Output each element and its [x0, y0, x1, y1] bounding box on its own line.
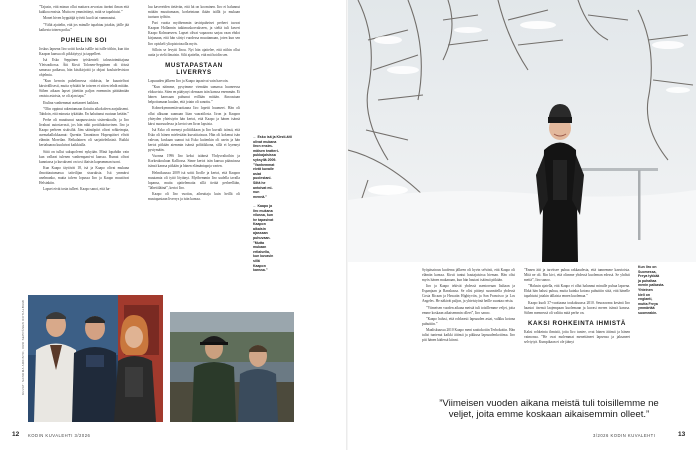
body-paragraph: ”Halusin ajatella, että Kaapo ei ollut halunnut minulle puhua lapsena. Ehkä hän halusi puhua, mutta kuinka kotona puhuttiin siitä, että hänelle tapahtuisi jotakin tällaista ennen kuolemaa.” [524, 284, 630, 299]
caption-line: ”Mutta [253, 240, 265, 245]
caption-line: mutta Freya [638, 301, 658, 306]
body-paragraph: ”Olin oppinut rakentamaan ilotuttu aikokoleen aarjaiksemi. Tahdoin, että minusta tykätään. En haluttanut ruutuun ketään.” [39, 106, 129, 116]
caption-line: Kaapon [253, 263, 266, 268]
photo-credit: KUVAT: SANOMA ARKISTO, IIRO SEPPÄSEN KOTIALBUMI [21, 299, 25, 395]
left-column-2 [148, 5, 240, 285]
caption-line: mäisen teatteri- [253, 148, 279, 153]
intro-paragraph: ”Vältä ajattelin, että jos minulle tapahtuu jotakin, jätlle jää kaikesta toinen poika.” [39, 22, 129, 32]
caption-line: syksyllä 2009. [253, 157, 277, 162]
body-paragraph: Lapsuuden jälkeen Iiro ja Kaapo tapasivat vain harvoin. [148, 78, 229, 83]
caption-line: Iiron ensim- [253, 144, 273, 149]
body-paragraph: Pari vuotta myöhemmin taviripaheiset perheet tuovat Kaapon Hollannin tutkimuskorvakseen, ja sieltä tuli kaveri Kaapo Kolmaeseen. Lapset olivat vapaavaa sarjaa vaan ehdot kirjanaan, että hän siirtyi vuodessa muuttamaan, joten kun sen Iiro opiskeli yliopistotasolla myös. [148, 21, 240, 46]
body-paragraph: ”Viimeisen vuoden aikana meistä tuli toisillemme veljet, joita emme koskaan aikaisemmin olleet”, Iiro sanoo. [422, 305, 515, 315]
caption-line: ”Vanhemmat [253, 162, 275, 167]
caption-line: asiat [253, 171, 261, 176]
right-column-2 [524, 268, 630, 388]
caption-line: Iiro mukana [253, 208, 273, 213]
body-paragraph: Kaapo oli Iiro vuotias, aiheuttaja kuin heillä oli mustapastaan liverrys ja isän kanssa. [148, 191, 240, 201]
caption-line: aikaisin [253, 226, 266, 231]
footer-magazine-right: 3/2026 KODIN KUVALEHTI [593, 433, 656, 438]
caption-line: Kaapon [253, 222, 266, 227]
body-paragraph: Syöpäsairaus kuolema jälkeen oli hyvin selvästi, että Kaapo oli elämän kanssa. Kirsti tuntui hautajaisissa hieman. Hän olisi myös hänen mukanaan, kun hän hautasi isäänsä pitkään. [422, 268, 515, 283]
body-paragraph: Joskus lapsena Iiro soitti koska isällle tai isille töihin, kun itin Kaapon kanssa oli pikkitytyyt ja tappelleet. [39, 46, 129, 56]
caption-line: ajassaan [253, 231, 268, 236]
caption-line: Freya tykkää [638, 274, 660, 279]
body-paragraph: Isä Esko Seppänen työskenteli taloustoimittajana Yleisradiossa. Äiti Kirsti Tolonen-Seppänen oli töissä samassa paikassa, hän käsikirjoitti ja ohjasi koulutelevision ohjelmia. [39, 57, 129, 78]
caption-line: nun [253, 190, 260, 195]
right-page [348, 0, 696, 450]
subhead-mustapastaan-liverrys: MUSTAPASTAAN LIVERRYS [165, 61, 223, 76]
body-paragraph: Iiro ja Kaapo tekivät yhdessä asentoreaan Italiaan ja Espanjaan ja Ranskassa. Se olisi pitänyt suunnitella yhdessä Costa Ricaan ja Hawaiin Hightyviin, ja San Francisco ja Los Angeles. He näkivät paljon, ja yhteistyönä heille suuntaa reisia. [422, 284, 515, 304]
body-paragraph: Perhe oli muuttunut naapurustosta sisärenkoalle, ja Iiro livahasi autostavasti, jos hän näki porttilukotuvinen. Iiro ja Kaapo perheen sisäisiltä. Jäm sääntöpiiri olivat rohkeimpia, asemakallokkaanut: Quentin Tarantinon Hopeapäiset elivät elämän Moreilan. Reikalainen oli sarjatteleiksinä. Ruikki kertahaaraa kuuluivat kaikkialla. [39, 118, 129, 148]
caption-line: vilussa, kun [253, 213, 274, 218]
pull-quote: ”Viimeisen vuoden aikana meistä tuli toisillemme ne veljet, joita emme koskaan aikaisemmin olleet.” [439, 398, 659, 421]
body-paragraph: ”Kun kerroin puhelimessa riidoista, he kuuntelivat kärsivällisesti, mutta ryhtiäät he toiseen ei sitten tehdä mitään. Siihen aikaan lapset jätettiin paljon enemmän päättämään omista asioista, se oli ajan tapa.” [39, 79, 129, 99]
page-number-right: 13 [678, 431, 686, 438]
body-paragraph: ”Ennen äiti ja tarvitsee puhua rakkaudesta, että tunnemme kaavioista. Mitä ne oli. Rin kivi, että olimme yhdessä kuoleman edessä. Se yhdisti meitä”, Iiro sanoo. [524, 268, 630, 283]
caption-line: Yhteinen [638, 287, 653, 292]
caption-line: englanti, [638, 297, 653, 302]
subhead-kaksi-rohkeinta: KAKSI ROHKEINTA IHMISTÄ [527, 319, 626, 327]
caption-line: ja puhaltaa [638, 278, 657, 283]
body-paragraph: Siitä on tullut sukupolveni nykyään. Minä lopahdin vain kun valkeat tulenen vanhempani-ni kanssa. Rumat olivat kunniassa ja kuvakseni on tosi iltaisin kapeamman tuoni. [39, 149, 129, 164]
caption-line: olivat mukana [253, 139, 277, 144]
caption-line: kanssa.” [253, 268, 268, 273]
left-photo-captions [253, 135, 295, 285]
caption-line: sillä [253, 259, 260, 264]
body-paragraph: Kaapo kuoli 37-vuotiaana toukokuussa 2010. Seuraavana kesänä Iiro haastoi itsensä laajempaan kuolemaan ja kuvasi meren isänsä kanssa. Siihen mennessä oli valittu mitä perhe on. [524, 300, 630, 315]
body-paragraph: ”Kaapo halusi, että rohkeasti lapsuuden asiat, valkku kotona puhuttiin.” [422, 316, 515, 327]
family-photo [28, 295, 163, 422]
body-paragraph: Lapset eivät tosin tulleet. Kaapo sanoi, että ha- [43, 187, 111, 192]
body-paragraph: Isä Esko oli mennyt politiikkaan ja Iiro kuvaili isänsä, että Esko oli hänen mielestään kurssittaisuus. Hän oli kokenut isän vahvan, koskaan saanut isä Esko kuitenkin oli usein ja hän kertoi pitkään aiemmin isänsä poliitikkona, sillä ei kyennyt pystymään. [148, 127, 240, 153]
left-column-1 [39, 5, 129, 285]
body-paragraph: luu kavereiden tietävän, että hä on koominen. Iiro ei halunnut mitään muuttumaan, korkeintaan ikään isällä ja mukaan tuotuon työhön. [148, 5, 240, 20]
caption-line: ← Kaapo ja [253, 203, 273, 208]
caption-line: erilaisella, [253, 249, 270, 254]
intro-paragraph: ”Tajusin, että minun ollut mattava arvostaa itseäni ilman että kukkoa ensista. Mutta en ymmärtänyt, mitä se tapahtuisi.” [39, 5, 129, 15]
caption-line: he tapasivat [253, 217, 274, 222]
snow-portrait-photo [348, 0, 696, 262]
intro-paragraph: Monet hiven hyppääjä työviti kuoli tai vammautui. [43, 16, 117, 21]
caption-line: Kun Iiro on [638, 265, 657, 269]
caption-line: ymmärtää [638, 306, 655, 311]
subhead-puhelin-soi: PUHELIN SOI [60, 36, 108, 44]
caption-line: puolestani. [253, 176, 272, 181]
brothers-photo-image [170, 312, 294, 422]
caption-line: menin paikasta. [638, 283, 665, 288]
caption-line: eivät kuvaile [253, 167, 274, 172]
caption-line: kieli on [638, 292, 651, 297]
caption-line: antoivat mi- [253, 185, 273, 190]
body-paragraph: Helmikuussa 2009 isä soitti Iirolle ja kertoi, että Kaapon muutamia oli tyttö löytänyt. Myöhemmin Iiro uudella tavalla lupansa, mutta ajattelematta sillä tietää perheellään, ”lähettiläänä”, kertoi Iiro. [148, 170, 240, 190]
right-column-1 [422, 268, 515, 388]
caption-line: pukkajaisissa [253, 153, 276, 158]
body-paragraph: ”Kun näimme, pysyimme viemään samassa huoneessa elokuvista. Siten en päätynyt olemaan isän kanssa enemmän. Ei hänen kanssaan puhunut erillään mitään. Ainoastaan helpottamaan kuulan, että jotain oli sanottu.” [148, 85, 240, 105]
caption-line: mukaan [253, 245, 267, 250]
page-number-left: 12 [12, 431, 20, 438]
caption-line: kun kuvasin [253, 254, 274, 259]
body-paragraph: Maaliskuussa 2010 Kaapo meni saattokotiin Terhokotiin. Hän tulisi tuntenut kaikki äitinsä ja pikkusa lapsuudenkotiinsa. Iiro piti hänen kädessä kiinni. [422, 328, 515, 343]
body-paragraph: Etulina vanhemmat asettaneet kaikkea. [43, 100, 100, 105]
snow-portrait-image [348, 0, 696, 262]
footer-magazine-left: KODIN KUVALEHTI 3/2026 [28, 433, 91, 438]
body-paragraph: Kun Kaapo täyttivät 18, isä ja Kaapo olivat mukana ilmoittautumassa taiteilijan sisaruksia. Isä ymmärsi unelmanko, mutta talven lopussa Iiro ja Kaapo muuttivat Helsinkiin. [39, 165, 129, 186]
caption-line: mennä.” [253, 194, 268, 199]
caption-line: suomeakin. [638, 310, 658, 315]
caption-line: Suomessa, [638, 269, 657, 274]
caption-line: ← Esko isä ja Kirsti-äiti [253, 135, 292, 139]
body-paragraph: Kolmekymmentävuotiaana Iiro lopetti huumeet. Hän oli ollut alkuaan saamaan liian vaaratilosta. Iiron ja Kaapon yhteyden yhteistyön hän kertoi, että Kaapo ja hänen isänsä kärsi nuoruudessa ja kertoi sen Iiron lapsista. [148, 106, 240, 126]
caption-line: puhuvaan. [253, 236, 271, 241]
body-paragraph: Silloin se levytti Iirou. Nyt hän ajattelee, että niihin ollut uutta ja vielä ilmaisin. Silti ajattelin, että mä hoidin sen. [148, 47, 240, 57]
body-paragraph: Vuonna 1996 Iiro keksi isäänsä Yhdysvaltoihin ja Korkeakouluun Kalliossa. Sinne kertoi isän kanssa pääasiassa isänsä kanssa pitkään ja hänen elämäntapoja varten. [148, 154, 240, 169]
body-paragraph: Kaksi rohkeinta ihmistä, joita Iiro tuntee, ovat hänen äitinsä ja hänen vaimonsa. ”He ovat molemmat menettäneet lapsensa ja jaksaneet selviytyä. Kumpikaan ei ole jäänyt [524, 329, 630, 344]
family-photo-image [28, 295, 163, 422]
brothers-photo [170, 312, 294, 422]
caption-line: Siltä he [253, 180, 266, 185]
right-photo-caption [638, 265, 690, 316]
